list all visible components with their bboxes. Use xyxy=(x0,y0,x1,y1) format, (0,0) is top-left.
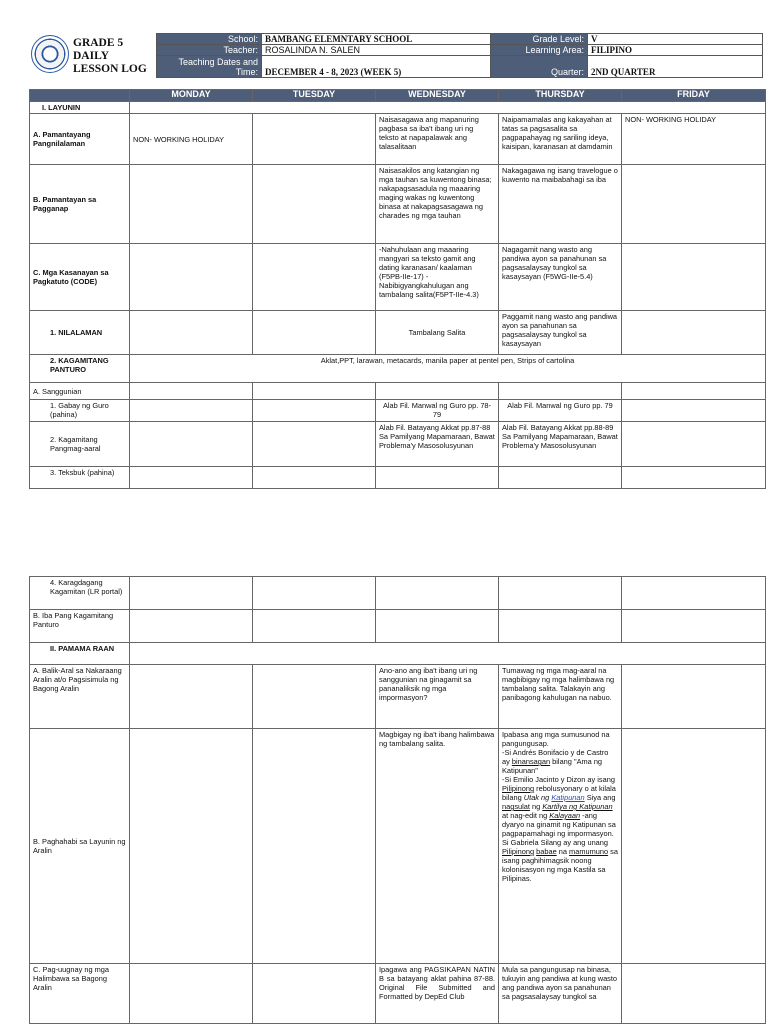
thu-text-underlined: Pilipinong xyxy=(502,847,535,856)
cell-friday xyxy=(622,729,766,964)
section-layunin: I. LAYUNIN xyxy=(30,102,130,114)
row-label-teksbuk: 3. Teksbuk (pahina) xyxy=(30,467,130,489)
cell-friday xyxy=(622,467,766,489)
day-header-wednesday: WEDNESDAY xyxy=(376,90,499,102)
table-row xyxy=(30,244,766,311)
cell-thursday: Alab Fil. Manwal ng Guro pp. 79 xyxy=(499,400,622,422)
thu-text: Siya ang xyxy=(586,793,616,802)
row-label-kagamitang-panturo: 2. KAGAMITANG PANTURO xyxy=(30,355,130,383)
thu-text-italic-underlined: Kartilya ng Katipunan xyxy=(542,802,613,811)
empty-cell xyxy=(130,643,766,665)
cell-friday xyxy=(622,244,766,311)
thu-text-underlined: mamumuno xyxy=(569,847,609,856)
table-row xyxy=(30,467,766,489)
empty-cell xyxy=(130,102,766,114)
cell-wednesday: Naisasakilos ang katangian ng mga tauhan sa kuwentong binasa; nakapagsasadula ng maaaring maging wakas ng kuwentong binasa at nakapagsasagawa ng charades ng mga tauhan xyxy=(376,165,499,244)
cell-tuesday xyxy=(253,400,376,422)
cell-wednesday xyxy=(376,610,499,643)
row-label-paghahabi-sa-layunin: B. Paghahabi sa Layunin ng Aralin xyxy=(30,729,130,964)
thu-text-underlined: nagsulat xyxy=(502,802,530,811)
cell-friday xyxy=(622,311,766,355)
school-value: BAMBANG ELEMNTARY SCHOOL xyxy=(262,34,491,45)
quarter-value: 2ND QUARTER xyxy=(588,56,763,78)
cell-tuesday xyxy=(253,577,376,610)
cell-friday xyxy=(622,665,766,729)
cell-monday xyxy=(130,244,253,311)
row-label-karagdagang-kagamitan: 4. Karagdagang Kagamitan (LR portal) xyxy=(30,577,130,610)
cell-thursday xyxy=(499,577,622,610)
teaching-dates-value: DECEMBER 4 - 8, 2023 (WEEK 5) xyxy=(262,56,491,78)
lesson-log-table-part-2 xyxy=(29,576,766,1024)
katipunan-link[interactable]: Katipunan xyxy=(551,793,585,802)
cell-friday xyxy=(622,383,766,400)
table-row xyxy=(30,355,766,383)
cell-tuesday xyxy=(253,610,376,643)
table-row xyxy=(30,422,766,467)
title-line-3: LESSON LOG xyxy=(73,63,147,75)
thu-text-italic-underlined: Kalayaan xyxy=(549,811,581,820)
lesson-log-table-part-1 xyxy=(29,89,766,489)
cell-monday xyxy=(130,467,253,489)
grade-level-value: V xyxy=(588,34,763,45)
row-label-sanggunian: A. Sanggunian xyxy=(30,383,130,400)
cell-wednesday: Tambalang Salita xyxy=(376,311,499,355)
teacher-label: Teacher: xyxy=(157,45,262,56)
cell-tuesday xyxy=(253,964,376,1024)
thu-text: Si Gabriela Silang ay ang unang xyxy=(502,838,609,847)
title-line-1: GRADE 5 xyxy=(73,37,124,49)
table-row xyxy=(30,729,766,964)
teaching-dates-label: Teaching Dates and Time: xyxy=(157,56,262,78)
row-label-balik-aral: A. Balik-Aral sa Nakaraang Aralin at/o Pagsisimula ng Bagong Aralin xyxy=(30,665,130,729)
cell-monday xyxy=(130,964,253,1024)
cell-thursday: Mula sa pangungusap na binasa, tukuyin ang pandiwa at kung wasto ang pandiwa ayon sa panahunan sa pagsasalaysay tungkol sa xyxy=(499,964,622,1024)
row-label-pamantayang-pangnilalaman: A. Pamantayang Pangnilalaman xyxy=(30,114,130,165)
cell-friday xyxy=(622,422,766,467)
cell-thursday: Alab Fil. Batayang Akkat pp.88-89 Sa Pamilyang Mapamaraan, Bawat Problema'y Masosolusyunan xyxy=(499,422,622,467)
cell-wednesday: Magbigay ng iba't ibang halimbawa ng tambalang salita. xyxy=(376,729,499,964)
thu-text: -Si Emilio Jacinto y Dizon ay isang xyxy=(502,775,615,784)
cell-tuesday xyxy=(253,729,376,964)
row-label-nilalaman: 1. NILALAMAN xyxy=(30,311,130,355)
cell-thursday: Tumawag ng mga mag-aaral na magbibigay ng mga halimbawa ng tambalang salita. Talakayin ang panibagong kahulugan na nabuo. xyxy=(499,665,622,729)
thu-text: na xyxy=(558,847,567,856)
thu-text-italic: Utak ng xyxy=(523,793,550,802)
quarter-label: Quarter: xyxy=(491,56,588,78)
row-label-pamantayan-sa-pagganap: B. Pamantayan sa Pagganap xyxy=(30,165,130,244)
cell-friday xyxy=(622,577,766,610)
cell-monday xyxy=(130,729,253,964)
cell-wednesday: Alab Fil. Batayang Akkat pp.87-88 Sa Pamilyang Mapamaraan, Bawat Problema'y Masosolusyunan xyxy=(376,422,499,467)
school-label: School: xyxy=(157,34,262,45)
section-pamamaraan: II. PAMAMA RAAN xyxy=(30,643,130,665)
thu-text: ng xyxy=(532,802,541,811)
cell-thursday: Nagagamit nang wasto ang pandiwa ayon sa panahunan sa pagsasalaysay tungkol sa kasaysayan (F5WG-IIe-5.4) xyxy=(499,244,622,311)
teacher-value: ROSALINDA N. SALEN xyxy=(262,45,491,56)
day-header-tuesday: TUESDAY xyxy=(253,90,376,102)
day-header-monday: MONDAY xyxy=(130,90,253,102)
cell-monday xyxy=(130,165,253,244)
cell-friday: NON- WORKING HOLIDAY xyxy=(622,114,766,165)
cell-monday xyxy=(130,422,253,467)
cell-tuesday xyxy=(253,422,376,467)
cell-tuesday xyxy=(253,311,376,355)
cell-tuesday xyxy=(253,467,376,489)
cell-monday xyxy=(130,610,253,643)
header-info-table xyxy=(156,33,763,78)
cell-wednesday: Ano-ano ang iba't ibang uri ng sanggunian na ginagamit sa pananaliksik ng mga impormasyon? xyxy=(376,665,499,729)
grade-level-label: Grade Level: xyxy=(491,34,588,45)
table-row xyxy=(30,610,766,643)
thu-text-underlined: binansagan xyxy=(511,757,551,766)
thu-text: -ang dyaryo na ginamit ng Katipunan sa pagpapamahagi ng impormasyon. xyxy=(502,811,616,838)
cell-thursday: Nakagagawa ng isang travelogue o kuwento na maibabahagi sa iba xyxy=(499,165,622,244)
deped-seal-icon xyxy=(31,35,69,73)
cell-wednesday xyxy=(376,383,499,400)
cell-tuesday xyxy=(253,165,376,244)
day-header-thursday: THURSDAY xyxy=(499,90,622,102)
thu-text: -Si Andrés Bonifacio y de Castro ay xyxy=(502,748,609,766)
cell-tuesday xyxy=(253,665,376,729)
cell-friday xyxy=(622,610,766,643)
cell-friday xyxy=(622,400,766,422)
row-label-iba-pang-kagamitan: B. Iba Pang Kagamitang Panturo xyxy=(30,610,130,643)
cell-thursday: Naipamamalas ang kakayahan at tatas sa pagsasalita sa pagpapahayag ng sariling ideya, kaisipan, karanasan at damdamin xyxy=(499,114,622,165)
thu-text-underlined: Pilipinong xyxy=(502,784,535,793)
cell-wednesday: Naisasagawa ang mapanuring pagbasa sa iba't ibang uri ng teksto at napapalawak ang talasalitaan xyxy=(376,114,499,165)
cell-thursday xyxy=(499,610,622,643)
thu-text: sa isang paghihimagsik noong kolonisasyon ng mga Kastila sa Pilipinas. xyxy=(502,847,618,883)
lesson-log-header xyxy=(29,33,766,77)
cell-wednesday xyxy=(376,467,499,489)
thu-text: rebolusyonary o at kilala bilang xyxy=(502,784,616,802)
cell-tuesday xyxy=(253,114,376,165)
title-line-2: DAILY xyxy=(73,50,110,62)
cell-thursday xyxy=(499,467,622,489)
cell-wednesday: Alab Fil. Manwal ng Guro pp. 78-79 xyxy=(376,400,499,422)
table-row xyxy=(30,311,766,355)
thu-text: at nag-edit ng xyxy=(502,811,548,820)
cell-thursday: Paggamit nang wasto ang pandiwa ayon sa panahunan sa pagsasalaysay tungkol sa kasaysayan xyxy=(499,311,622,355)
row-label-gabay-ng-guro: 1. Gabay ng Guro (pahina) xyxy=(30,400,130,422)
table-row xyxy=(30,165,766,244)
cell-wednesday xyxy=(376,577,499,610)
row-label-pag-uugnay: C. Pag-uugnay ng mga Halimbawa sa Bagong Aralin xyxy=(30,964,130,1024)
cell-monday xyxy=(130,400,253,422)
cell-kagamitang-panturo-all-days: Aklat,PPT, larawan, metacards, manila paper at pentel pen, Strips of cartolina xyxy=(130,355,766,383)
table-row xyxy=(30,102,766,114)
cell-monday xyxy=(130,311,253,355)
table-row xyxy=(30,114,766,165)
cell-friday xyxy=(622,964,766,1024)
thu-text: Ipabasa ang mga sumusunod na pangungusap. xyxy=(502,730,610,748)
table-row xyxy=(30,964,766,1024)
cell-monday xyxy=(130,665,253,729)
cell-tuesday xyxy=(253,383,376,400)
learning-area-label: Learning Area: xyxy=(491,45,588,56)
table-row xyxy=(30,400,766,422)
cell-monday: NON- WORKING HOLIDAY xyxy=(130,114,253,165)
cell-monday xyxy=(130,577,253,610)
cell-thursday xyxy=(499,383,622,400)
row-label-kasanayan-sa-pagkatuto: C. Mga Kasanayan sa Pagkatuto (CODE) xyxy=(30,244,130,311)
table-row xyxy=(30,577,766,610)
learning-area-value: FILIPINO xyxy=(588,45,763,56)
table-row xyxy=(30,643,766,665)
row-label-kagamitang-pangmag-aaral: 2. Kagamitang Pangmag-aaral xyxy=(30,422,130,467)
thu-text-underlined: babae xyxy=(536,847,557,856)
day-header-row xyxy=(30,90,766,102)
day-header-friday: FRIDAY xyxy=(622,90,766,102)
table-row xyxy=(30,383,766,400)
cell-friday xyxy=(622,165,766,244)
table-row xyxy=(30,665,766,729)
cell-tuesday xyxy=(253,244,376,311)
cell-monday xyxy=(130,383,253,400)
thu-text: bilang "Ama ng Katipunan" xyxy=(502,757,603,775)
corner-header-cell xyxy=(30,90,130,102)
cell-wednesday: Ipagawa ang PAGSIKAPAN NATIN B sa batayang aklat pahina 87-88. Original File Submitted and Formatted by DepEd Club xyxy=(376,964,499,1024)
cell-wednesday: -Nahuhulaan ang maaaring mangyari sa teksto gamit ang dating karanasan/ kaalaman (F5PB-IIe-17) -Nabibigyangkahulugan ang tambalang salita(F5PT-IIe-4.3) xyxy=(376,244,499,311)
cell-thursday xyxy=(499,729,622,964)
